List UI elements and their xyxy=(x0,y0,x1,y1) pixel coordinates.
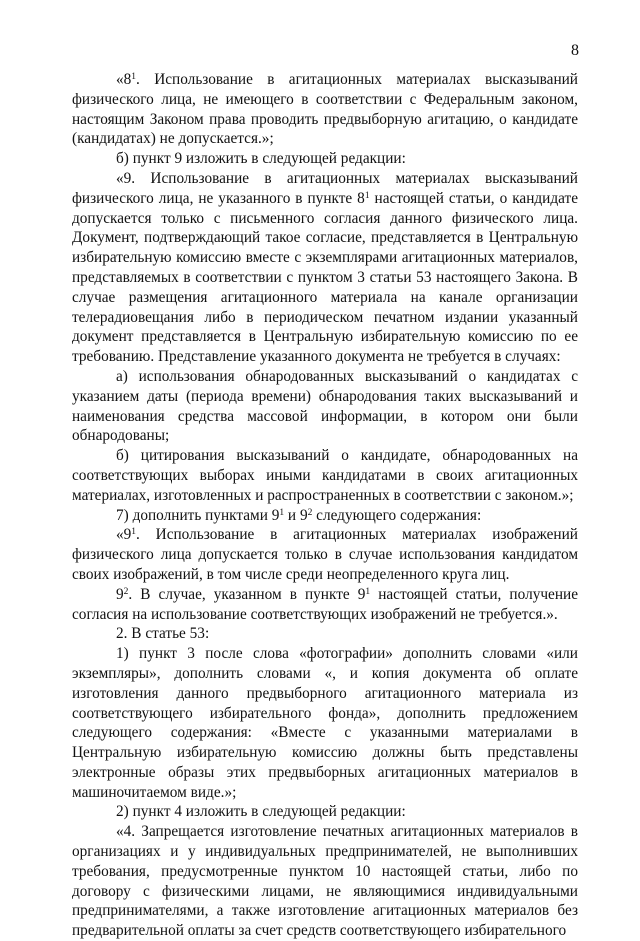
paragraph-p12 xyxy=(72,822,578,941)
text-segment: настоящей статьи, о кандидате допускается только с письменного согласия данного физического лица. Документ, подтверждающий такое согласие, представляется в Центральную избирательную комиссию вместе с экземплярами агитационных материалов, представляемых в соответствии с пунктом 3 статьи 53 настоящего Закона. В случае размещения агитационного материала на канале организации телерадиовещания либо в периодическом печатном издании указанный документ представляется в Центральную избирательную комиссию по ее требованию. Представление указанного документа не требуется в случаях: xyxy=(72,189,578,366)
text-segment: 7) дополнить пунктами 9 xyxy=(116,506,280,524)
paragraph-p11 xyxy=(72,802,578,822)
paragraph-p10 xyxy=(72,644,578,802)
page-number: 8 xyxy=(571,42,579,59)
superscript: 1 xyxy=(279,507,285,518)
text-segment: следующего содержания: xyxy=(312,506,482,524)
text-segment: . Использование в агитационных материалах высказываний физического лица, не имеющего в соответствии с Федеральным законом, настоящим Законом права проводить предвыборную агитацию, о кандидате (кандидатах) не допускается.»; xyxy=(72,71,578,148)
document-body xyxy=(72,70,578,941)
text-segment: и 9 xyxy=(284,506,308,524)
paragraph-p8 xyxy=(72,585,578,625)
paragraph-p1 xyxy=(72,70,578,149)
text-segment: «9. Использование в агитационных материалах высказываний физического лица, не указанного в пункте 8 xyxy=(72,169,578,207)
text-segment: 1) пункт 3 после слова «фотографии» дополнить словами «или экземпляры», дополнить словами «, и копия документа об оплате изготовления данного предвыборного агитационного материала из соответствующего избирательного фонда», дополнить предложением следующего содержания: «Вместе с указанными материалами в Центральную избирательную комиссию должны быть представлены электронные образы этих предвыборных агитационных материалов в машиночитаемом виде.»; xyxy=(72,645,578,801)
superscript: 1 xyxy=(365,586,371,597)
text-segment: «9 xyxy=(116,526,132,544)
superscript: 2 xyxy=(307,507,313,518)
paragraph-p7 xyxy=(72,525,578,584)
paragraph-p3 xyxy=(72,169,578,367)
paragraph-p9 xyxy=(72,624,578,644)
text-segment: . В случае, указанном в пункте 9 xyxy=(128,585,366,603)
text-segment: 2) пункт 4 изложить в следующей редакции: xyxy=(116,803,406,821)
text-segment: «8 xyxy=(116,71,132,88)
text-segment: 2. В статье 53: xyxy=(116,625,210,643)
text-segment: а) использования обнародованных высказываний о кандидатах с указанием даты (периода времени) обнародования таких высказываний и наименования средства массовой информации, в котором они были обнародованы; xyxy=(72,367,578,445)
paragraph-p4 xyxy=(72,367,578,446)
paragraph-p2 xyxy=(72,149,578,169)
paragraph-p5 xyxy=(72,446,578,505)
text-segment: б) пункт 9 изложить в следующей редакции: xyxy=(116,150,406,168)
superscript: 1 xyxy=(131,71,137,82)
superscript: 1 xyxy=(131,527,137,538)
text-segment: настоящей статьи, получение согласия на использование соответствующих изображений не требуется.». xyxy=(72,585,578,623)
paragraph-p6 xyxy=(72,506,578,526)
superscript: 1 xyxy=(364,190,370,201)
superscript: 2 xyxy=(123,586,129,597)
text-segment: 9 xyxy=(116,585,124,603)
text-segment: «4. Запрещается изготовление печатных агитационных материалов в организациях и у индивидуальных предпринимателей, не выполнивших требования, предусмотренные пунктом 10 настоящей статьи, либо по договору с физическими лицами, не являющимися индивидуальными предпринимателями, а также изготовление агитационных материалов без предварительной оплаты за счет средств соответствующего избирательного xyxy=(72,823,578,940)
text-segment: б) цитирования высказываний о кандидате, обнародованных на соответствующих выборах иными кандидатами в своих агитационных материалах, изготовленных и распространенных в соответствии с законом.»; xyxy=(72,447,578,504)
text-segment: . Использование в агитационных материалах изображений физического лица допускается только в случае использования кандидатом своих изображений, в том числе среди неопределенного круга лиц. xyxy=(72,526,578,583)
